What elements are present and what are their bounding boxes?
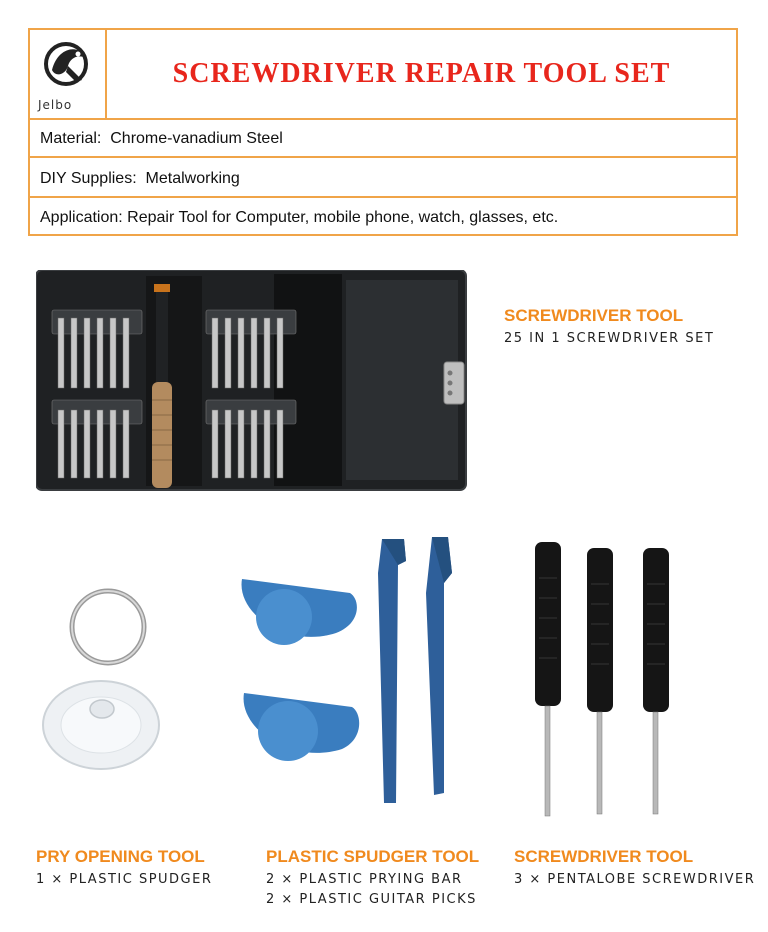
page-title: SCREWDRIVER REPAIR TOOL SET [172, 58, 671, 89]
pry-opening-tool-image [36, 585, 166, 785]
kit-caption-title: SCREWDRIVER TOOL [504, 306, 684, 325]
spec-header [30, 30, 736, 120]
dragon-logo-icon [38, 36, 96, 96]
spec-value: Repair Tool for Computer, mobile phone, watch, glasses, etc. [127, 209, 559, 226]
spudger-tool-caption-title: PLASTIC SPUDGER TOOL [266, 847, 480, 866]
spec-row-diy-supplies [30, 160, 736, 198]
pry-tool-caption-line: 1 × PLASTIC SPUDGER [36, 872, 213, 887]
spec-label: Application: [40, 209, 123, 226]
pentalobe-screwdriver-image [525, 538, 695, 823]
logo-text: Jelbo [38, 98, 73, 112]
kit-caption-subtitle: 25 IN 1 SCREWDRIVER SET [504, 331, 715, 346]
spec-label: Material: [40, 130, 102, 147]
screwdriver-tool-caption-title: SCREWDRIVER TOOL [514, 847, 694, 866]
plastic-spudger-tool-image [236, 533, 466, 813]
spudger-tool-caption-line: 2 × PLASTIC PRYING BAR [266, 872, 463, 887]
logo [30, 30, 107, 118]
screwdriver-tool-caption-line: 3 × PENTALOBE SCREWDRIVER [514, 872, 756, 887]
screwdriver-kit-image [36, 270, 468, 492]
spec-label: DIY Supplies: [40, 170, 137, 187]
spec-row-application [30, 200, 736, 236]
spec-value: Metalworking [145, 170, 240, 187]
spec-table [28, 28, 738, 236]
spudger-tool-caption-line: 2 × PLASTIC GUITAR PICKS [266, 892, 477, 907]
spec-value: Chrome-vanadium Steel [110, 130, 283, 147]
spec-row-material [30, 120, 736, 158]
pry-tool-caption-title: PRY OPENING TOOL [36, 847, 205, 866]
